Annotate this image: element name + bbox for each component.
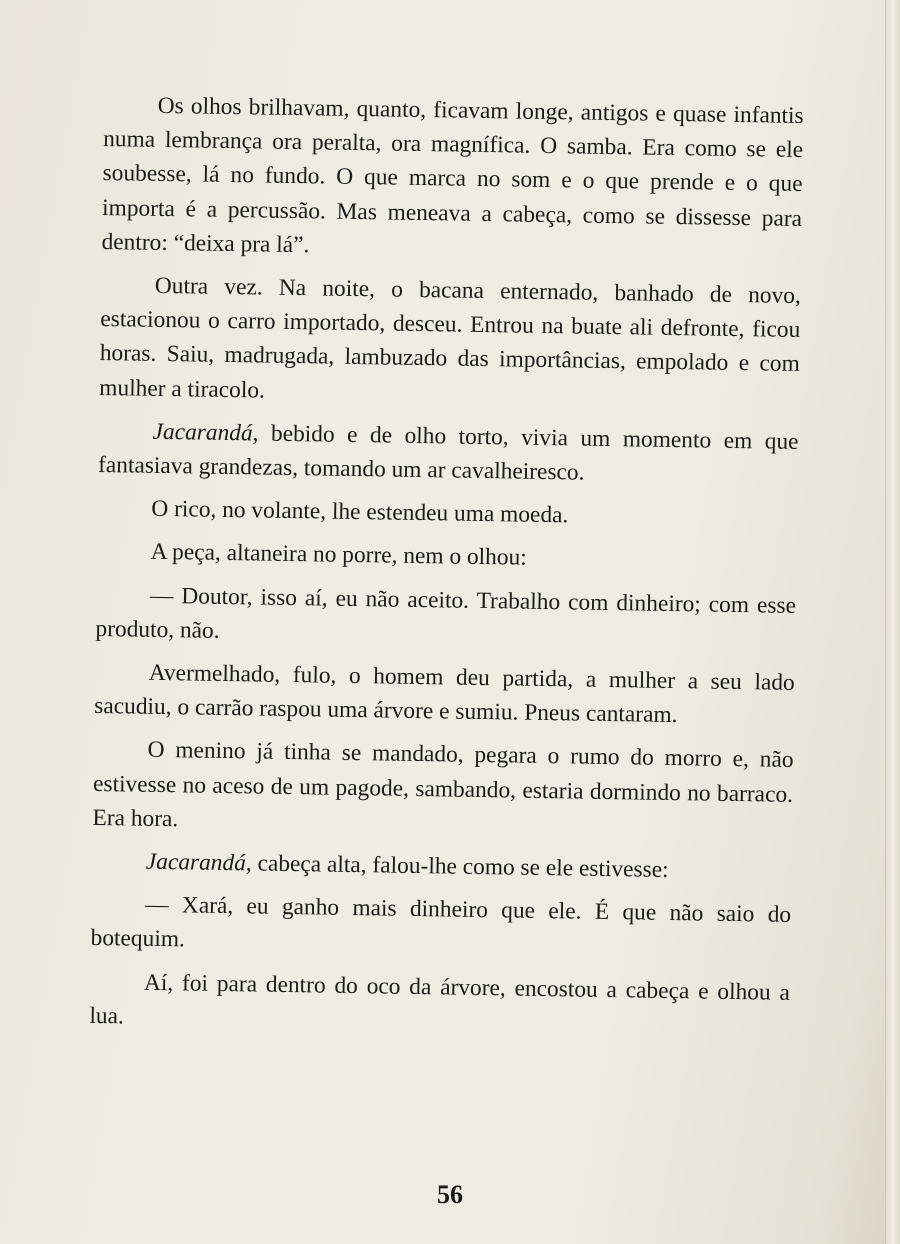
paragraph-11: Aí, foi para dentro do oco da árvore, encostou a cabeça e olhou a lua. [89,969,791,1030]
paragraph-9 [92,844,792,889]
paragraph-1: Os olhos brilhavam, quanto, ficavam longe, antigos e quase infantis numa lembrança ora peralta, ora magnífica. O samba. Era como se ele soubesse, lá no fundo. O que marca no som e o que prende e o que importa é a percussão. Mas meneava a cabeça, como se dissesse para dentro: “deixa pra lá”. [101,92,804,259]
italic-name: Jacarandá [152,418,253,447]
page-number: 56 [437,1180,463,1209]
body-text [89,88,804,1053]
paragraph-7: Avermelhado, fulo, o homem deu partida, a mulher a seu lado sacudiu, o carrão raspou uma árvore e sumiu. Pneus cantaram. [94,659,795,729]
page-edge [885,0,900,1244]
paragraph-5: A peça, altaneira no porre, nem o olhou: [150,539,527,572]
paragraph-text: , cabeça alta, falou-lhe como se ele estivesse: [245,850,669,884]
paragraph-2: Outra vez. Na noite, o bacana enternado, banhado de novo, estacionou o carro importado, desceu. Entrou na buate ali defronte, ficou horas. Saiu, madrugada, lambuzado das importâncias, empolado e com mulher a tiracolo. [99,272,802,404]
paragraph-4: O rico, no volante, lhe estendeu uma moeda. [151,496,569,529]
paragraph-10: — Xará, eu ganho mais dinheiro que ele. É que não saio do botequim. [90,892,792,953]
paragraph-6: — Doutor, isso aí, eu não aceito. Trabalho com dinheiro; com esse produto, não. [95,582,797,644]
paragraph-8: O menino já tinha se mandado, pegara o rumo do morro e, não estivesse no aceso de um pagode, sambando, estaria dormindo no barraco. Era hora. [92,737,794,833]
italic-name: Jacarandá [145,848,247,877]
paragraph-3 [98,414,799,493]
paragraph-text: , bebido e de olho torto, vivia um momento em que fantasiava grandezas, tomando um ar cavalheiresco. [97,420,799,486]
